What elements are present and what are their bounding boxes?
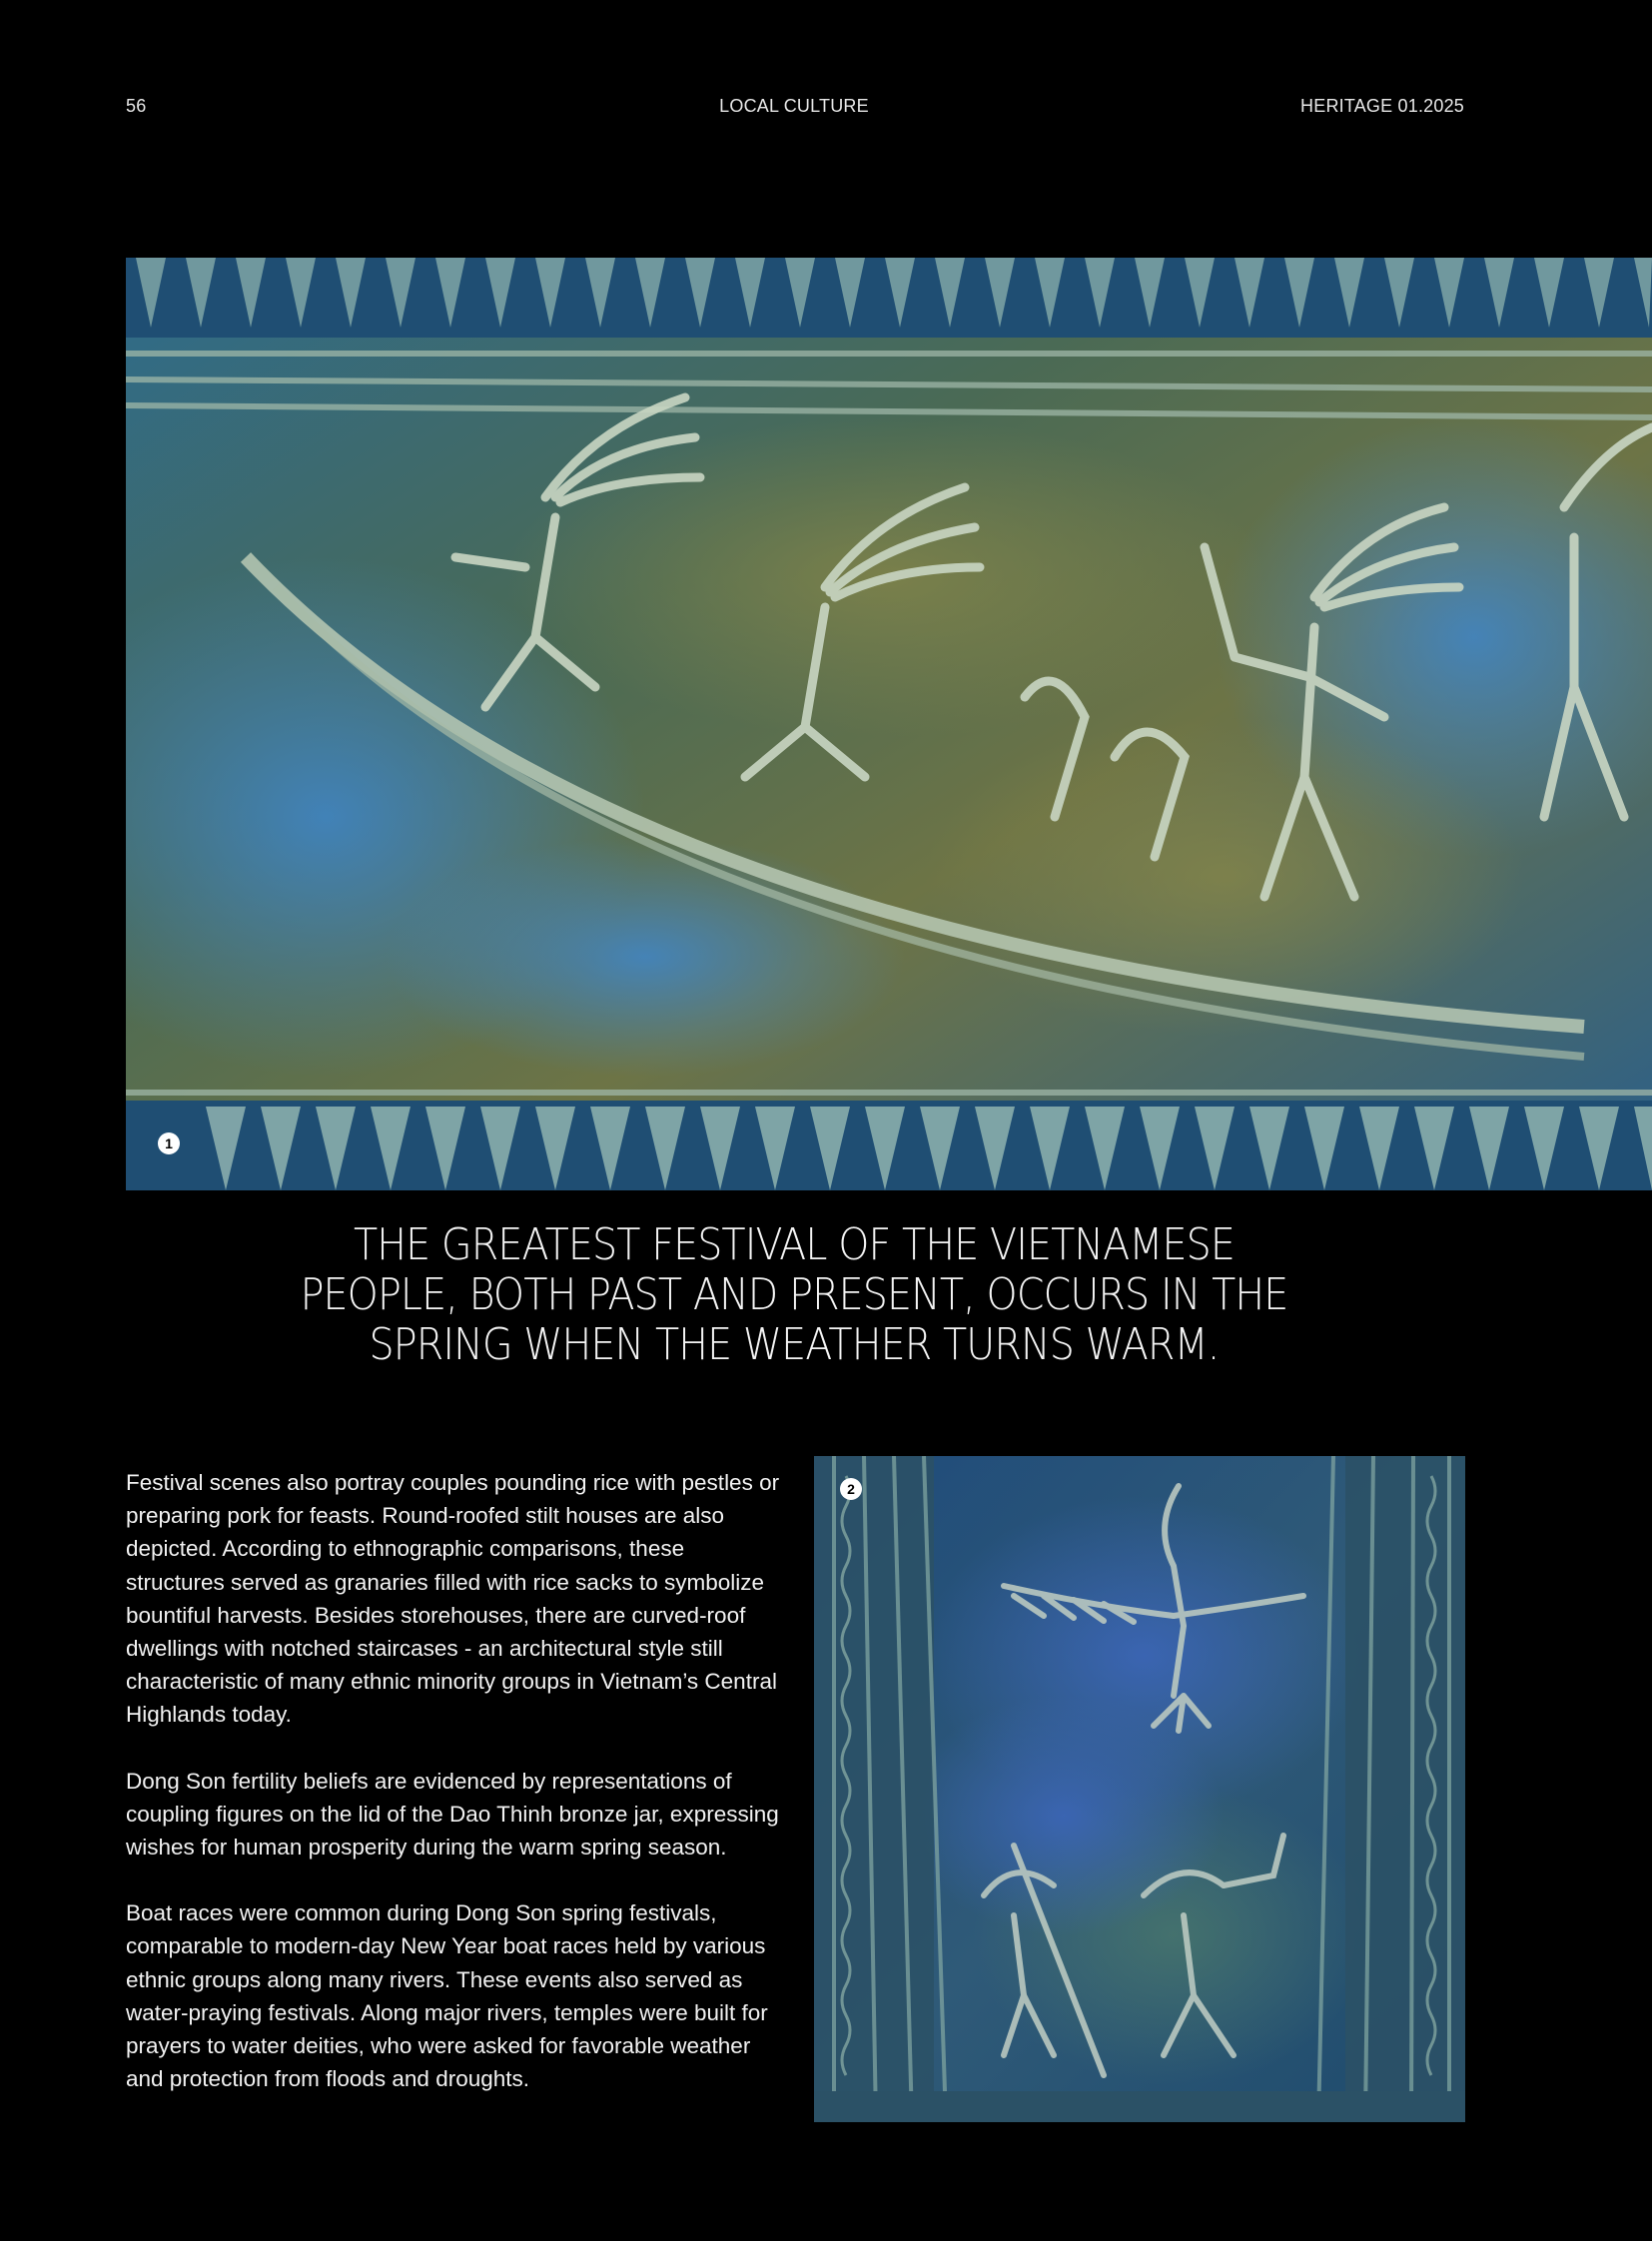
photo-number-badge-2: 2 — [840, 1478, 862, 1500]
pull-quote — [260, 1220, 1329, 1370]
issue-label: HERITAGE 01.2025 — [1300, 96, 1464, 116]
bronze-jar-illustration — [814, 1456, 1465, 2122]
pull-quote-line-1: THE GREATEST FESTIVAL OF THE VIETNAMESE — [353, 1219, 1236, 1270]
body-paragraph-3: Boat races were common during Dong Son spring festivals, comparable to modern-day New Year boat races held by various ethnic groups along many rivers. These events also served as water-praying festivals. Along major rivers, temples were built for prayers to water deities, who were asked for favorable weather and protection from floods and droughts. — [126, 1900, 768, 2092]
body-paragraph-1: Festival scenes also portray couples pounding rice with pestles or preparing pork for feasts. Round-roofed stilt houses are also depicted. According to ethnographic comparisons, these structures served as granaries filled with rice sacks to symbolize bountiful harvests. Besides storehouses, there are curved-roof dwellings with notched staircases - an architectural style still characteristic of many ethnic minority groups in Vietnam’s Central Highlands today. — [126, 1470, 780, 1728]
bronze-jar-photo — [814, 1456, 1465, 2122]
body-paragraph-2: Dong Son fertility beliefs are evidenced by representations of coupling figures on the lid of the Dao Thinh bronze jar, expressing wishes for human prosperity during the warm spring season. — [126, 1768, 779, 1861]
pull-quote-line-3: SPRING WHEN THE WEATHER TURNS WARM. — [369, 1319, 1220, 1370]
pull-quote-line-2: PEOPLE, BOTH PAST AND PRESENT, OCCURS IN THE — [300, 1269, 1288, 1320]
page-number: 56 — [126, 96, 147, 116]
bronze-frieze-photo — [126, 258, 1652, 1190]
article-body — [126, 1466, 785, 2128]
bronze-frieze-illustration — [126, 258, 1652, 1190]
section-label: LOCAL CULTURE — [719, 96, 869, 116]
photo-number-badge-1: 1 — [158, 1132, 180, 1154]
